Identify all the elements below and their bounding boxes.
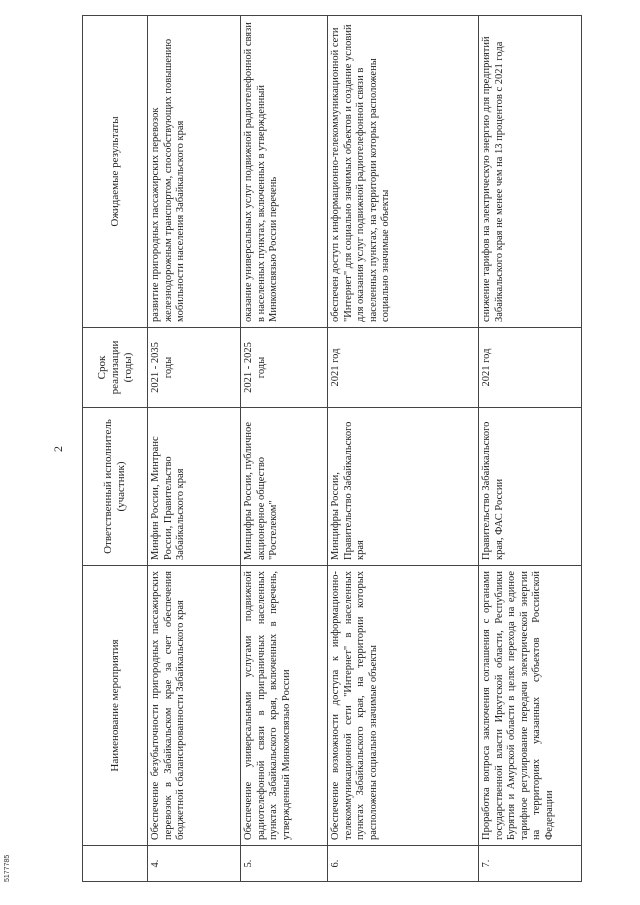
executor: Минцифры России, публичное акционерное общество "Ростелеком": [241, 408, 328, 566]
document-id: 5177785: [4, 854, 11, 882]
header-term: Срок реализации (годы): [83, 328, 148, 408]
table-header-row: [83, 16, 148, 882]
term: 2021 - 2035 годы: [148, 328, 241, 408]
executor: Минфин России, Минтранс России, Правительство Забайкальского края: [148, 408, 241, 566]
expected-result: снижение тарифов на электрическую энергию для предприятий Забайкальского края не менее чем на 13 процентов с 2021 года: [479, 16, 582, 328]
executor: Минцифры России, Правительство Забайкальского края: [328, 408, 479, 566]
term: 2021 - 2025 годы: [241, 328, 328, 408]
table-row: [479, 16, 582, 882]
header-name: Наименование мероприятия: [83, 566, 148, 846]
header-num: [83, 846, 148, 882]
measure-name: Проработка вопроса заключения соглашения с органами государственной власти Иркутской области, Республики Бурятия и Амурской области в целях перехода на единое тарифное регулирование передачи электрической энергии на территориях указанных субъектов Российской Федерации: [479, 566, 582, 846]
measure-name: Обеспечение возможности доступа к информационно-телекоммуникационной сети "Интернет" в населенных пунктах Забайкальского края, на территории которых расположены социально значимые объекты: [328, 566, 479, 846]
executor: Правительство Забайкальского края, ФАС России: [479, 408, 582, 566]
term: 2021 год: [479, 328, 582, 408]
term: 2021 год: [328, 328, 479, 408]
measure-name: Обеспечение безубыточности пригородных пассажирских перевозок в Забайкальском крае за счет обеспечения бюджетной сбалансированности Забайкальского края: [148, 566, 241, 846]
expected-result: развитие пригородных пассажирских перевозок железнодорожным транспортом, способствующих повышению мобильности населения Забайкальского края: [148, 16, 241, 328]
row-number: 5.: [241, 846, 328, 882]
table-row: [148, 16, 241, 882]
expected-result: обеспечен доступ к информационно-телекоммуникационной сети "Интернет" для социально значимых объектов и создание условий для оказания услуг подвижной радиотелефонной связи в населенных пунктах, на территории которых расположены социально значимые объекты: [328, 16, 479, 328]
measure-name: Обеспечение универсальными услугами подвижной радиотелефонной связи в приграничных населенных пунктах Забайкальского края, включенных в перечень, утвержденный Минкомсвязью России: [241, 566, 328, 846]
measures-table: [82, 15, 582, 882]
table-row: [328, 16, 479, 882]
expected-result: оказание универсальных услуг подвижной радиотелефонной связи в населенных пунктах, включенных в утвержденный Минкомсвязью России перечень: [241, 16, 328, 328]
document-page: [50, 16, 608, 882]
row-number: 4.: [148, 846, 241, 882]
row-number: 7.: [479, 846, 582, 882]
page-number: 2: [51, 446, 65, 452]
table-row: [241, 16, 328, 882]
header-results: Ожидаемые результаты: [83, 16, 148, 328]
rotated-landscape-content: [50, 16, 608, 882]
row-number: 6.: [328, 846, 479, 882]
header-executor: Ответственный исполнитель (участник): [83, 408, 148, 566]
